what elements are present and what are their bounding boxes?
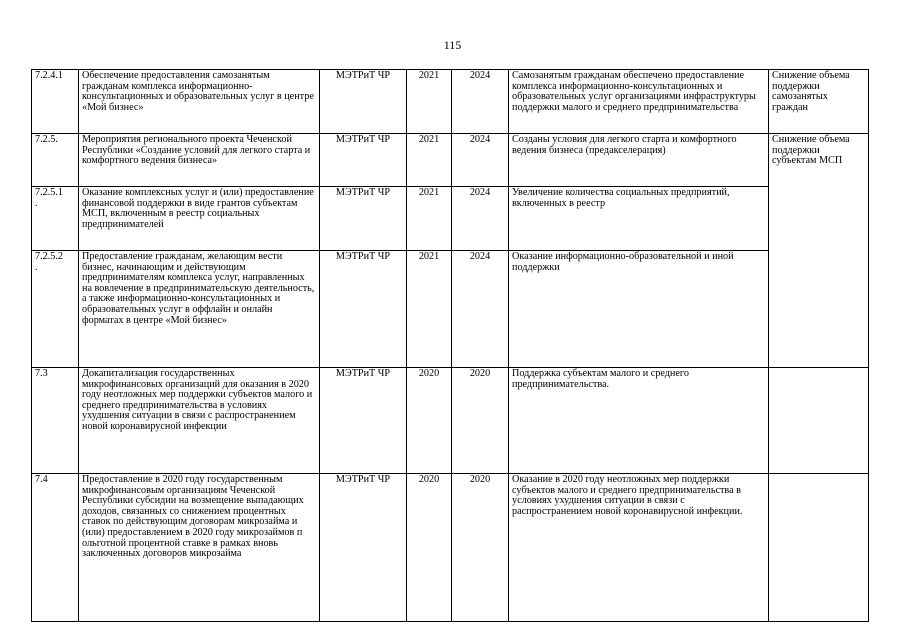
year-end: 2024 bbox=[452, 251, 509, 368]
expected-result: Самозанятым гражданам обеспечено предоставление комплекса информационно-консультационных и образовательных услуг организациями инфраструктуры поддержки малого и среднего предпринимательства bbox=[509, 70, 769, 134]
indicator-empty bbox=[769, 368, 869, 474]
year-end: 2024 bbox=[452, 70, 509, 134]
year-start: 2021 bbox=[407, 134, 452, 187]
executor: МЭТРиТ ЧР bbox=[320, 368, 407, 474]
table-row bbox=[32, 474, 869, 622]
activity-name: Предоставление в 2020 году государственным микрофинансовым организациям Чеченской Республики субсидии на возмещение выпадающих доходов, связанных со снижением процентных ставок по действующим договорам микрозайма и (или) предоставлением в 2020 году микрозаймов п ольготной процентной ставке в рамках вновь заключенных договоров микрозайма bbox=[79, 474, 320, 622]
activity-name: Предоставление гражданам, желающим вести бизнес, начинающим и действующим предпринимателям комплекса услуг, направленных на вовлечение в предпринимательскую деятельность, а также информационно-консультационных и образовательных услуг в оффлайн и онлайн форматах в центре «Мой бизнес» bbox=[79, 251, 320, 368]
row-number: 7.3 bbox=[32, 368, 79, 474]
year-start: 2021 bbox=[407, 70, 452, 134]
year-start: 2020 bbox=[407, 368, 452, 474]
row-number: 7.4 bbox=[32, 474, 79, 622]
year-end: 2024 bbox=[452, 134, 509, 187]
expected-result: Созданы условия для легкого старта и комфортного ведения бизнеса (предакселерация) bbox=[509, 134, 769, 187]
indicator-merged: Снижение объема поддержки субъектам МСП bbox=[769, 134, 869, 368]
table-row bbox=[32, 134, 869, 187]
table-row bbox=[32, 187, 869, 251]
executor: МЭТРиТ ЧР bbox=[320, 474, 407, 622]
year-start: 2021 bbox=[407, 251, 452, 368]
activity-name: Докапитализация государственных микрофинансовых организаций для оказания в 2020 году неотложных мер поддержки субъектов малого и среднего предпринимательства в условиях ухудшения ситуации в связи с распространением новой коронавирусной инфекции bbox=[79, 368, 320, 474]
executor: МЭТРиТ ЧР bbox=[320, 187, 407, 251]
expected-result: Оказание информационно-образовательной и иной поддержки bbox=[509, 251, 769, 368]
year-start: 2020 bbox=[407, 474, 452, 622]
executor: МЭТРиТ ЧР bbox=[320, 134, 407, 187]
activity-name: Оказание комплексных услуг и (или) предоставление финансовой поддержки в виде грантов субъектам МСП, включенным в реестр социальных предпринимателей bbox=[79, 187, 320, 251]
year-end: 2024 bbox=[452, 187, 509, 251]
activity-name: Обеспечение предоставления самозанятым гражданам комплекса информационно-консультационных и образовательных услуг в центре «Мой бизнес» bbox=[79, 70, 320, 134]
row-number: 7.2.5.2 . bbox=[32, 251, 79, 368]
expected-result: Оказание в 2020 году неотложных мер поддержки субъектов малого и среднего предпринимательства в условиях ухудшения ситуации в связи с распространением новой коронавирусной инфекции. bbox=[509, 474, 769, 622]
indicator-empty bbox=[769, 474, 869, 622]
activities-table bbox=[31, 69, 869, 622]
row-number: 7.2.5. bbox=[32, 134, 79, 187]
expected-result: Поддержка субъектам малого и среднего предпринимательства. bbox=[509, 368, 769, 474]
expected-result: Увеличение количества социальных предприятий, включенных в реестр bbox=[509, 187, 769, 251]
table-row bbox=[32, 251, 869, 368]
row-number: 7.2.5.1 . bbox=[32, 187, 79, 251]
executor: МЭТРиТ ЧР bbox=[320, 251, 407, 368]
year-end: 2020 bbox=[452, 474, 509, 622]
year-end: 2020 bbox=[452, 368, 509, 474]
table-row bbox=[32, 368, 869, 474]
executor: МЭТРиТ ЧР bbox=[320, 70, 407, 134]
table-row bbox=[32, 70, 869, 134]
indicator: Снижение объема поддержки самозанятых граждан bbox=[769, 70, 869, 134]
year-start: 2021 bbox=[407, 187, 452, 251]
page-number: 115 bbox=[443, 38, 462, 52]
activity-name: Мероприятия регионального проекта Чеченской Республики «Создание условий для легкого старта и комфортного ведения бизнеса» bbox=[79, 134, 320, 187]
row-number: 7.2.4.1 bbox=[32, 70, 79, 134]
